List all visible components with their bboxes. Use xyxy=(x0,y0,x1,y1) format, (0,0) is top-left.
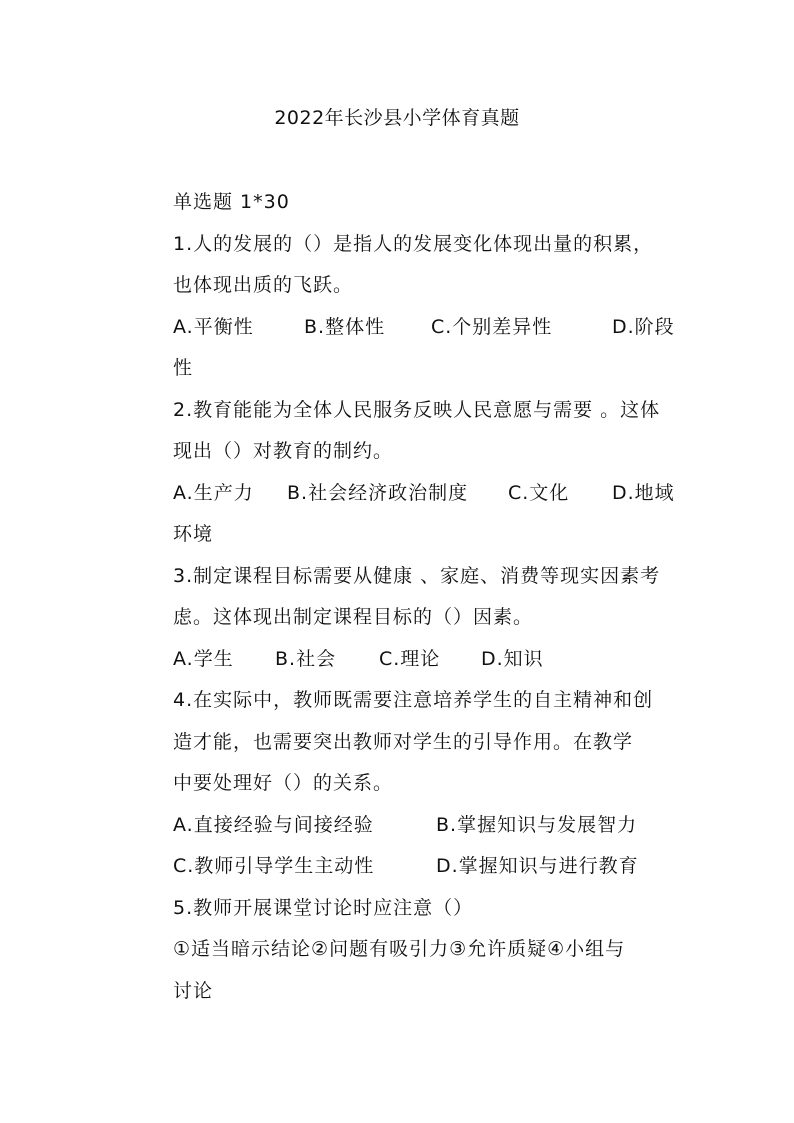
question-4-option-d: D.掌握知识与进行教育 xyxy=(436,855,639,877)
section-label: 单选题 1*30 xyxy=(173,191,290,213)
question-1-option-d-continued: 性 xyxy=(173,357,194,379)
question-1-stem-line-2: 也体现出质的飞跃。 xyxy=(173,274,354,296)
question-4-options-row-2 xyxy=(173,850,693,892)
question-2-stem-line-2: 现出（）对教育的制约。 xyxy=(173,440,394,462)
question-2-option-b: B.社会经济政治制度 xyxy=(287,481,469,504)
question-4-options-row-1 xyxy=(173,809,693,851)
document-title: 2022年长沙县小学体育真题 xyxy=(274,107,520,129)
question-3-stem-line-2: 虑。这体现出制定课程目标的（）因素。 xyxy=(173,606,534,628)
question-1-options xyxy=(173,311,693,353)
question-1-option-d: D.阶段 xyxy=(612,315,675,338)
question-1-option-c: C.个别差异性 xyxy=(431,315,553,338)
question-5-stem-line-3: 讨论 xyxy=(173,979,214,1002)
question-5-stem-line-2: ①适当暗示结论②问题有吸引力③允许质疑④小组与 xyxy=(173,938,626,960)
question-3-option-c: C.理论 xyxy=(379,647,441,670)
question-2-option-d-continued: 环境 xyxy=(173,523,214,545)
question-2-option-c: C.文化 xyxy=(508,481,570,504)
question-2-options xyxy=(173,477,693,519)
question-4-stem-line-2: 造才能，也需要突出教师对学生的引导作用。在教学 xyxy=(173,730,634,753)
question-4-stem-line-1: 4.在实际中，教师既需要注意培养学生的自主精神和创 xyxy=(173,689,654,711)
question-4-option-a: A.直接经验与间接经验 xyxy=(173,813,374,836)
question-2-stem-line-1: 2.教育能能为全体人民服务反映人民意愿与需要 。这体 xyxy=(173,398,661,421)
question-1-option-a: A.平衡性 xyxy=(173,315,254,338)
question-2-option-d: D.地域 xyxy=(612,481,675,504)
document-body xyxy=(173,186,693,1016)
question-3-stem-line-1: 3.制定课程目标需要从健康 、家庭、消费等现实因素考 xyxy=(173,564,661,587)
question-4-option-b: B.掌握知识与发展智力 xyxy=(436,813,638,836)
question-4-option-c: C.教师引导学生主动性 xyxy=(173,855,375,877)
question-3-option-b: B.社会 xyxy=(275,647,337,670)
question-2-option-a: A.生产力 xyxy=(173,481,254,504)
question-1-stem-line-1: 1.人的发展的（）是指人的发展变化体现出量的积累， xyxy=(173,232,654,255)
question-3-option-a: A.学生 xyxy=(173,647,234,670)
question-4-stem-line-3: 中要处理好（）的关系。 xyxy=(173,772,394,794)
question-3-options xyxy=(173,643,693,685)
question-5-stem-line-1: 5.教师开展课堂讨论时应注意（） xyxy=(173,896,474,919)
question-3-option-d: D.知识 xyxy=(481,647,544,670)
question-1-option-b: B.整体性 xyxy=(304,315,386,338)
